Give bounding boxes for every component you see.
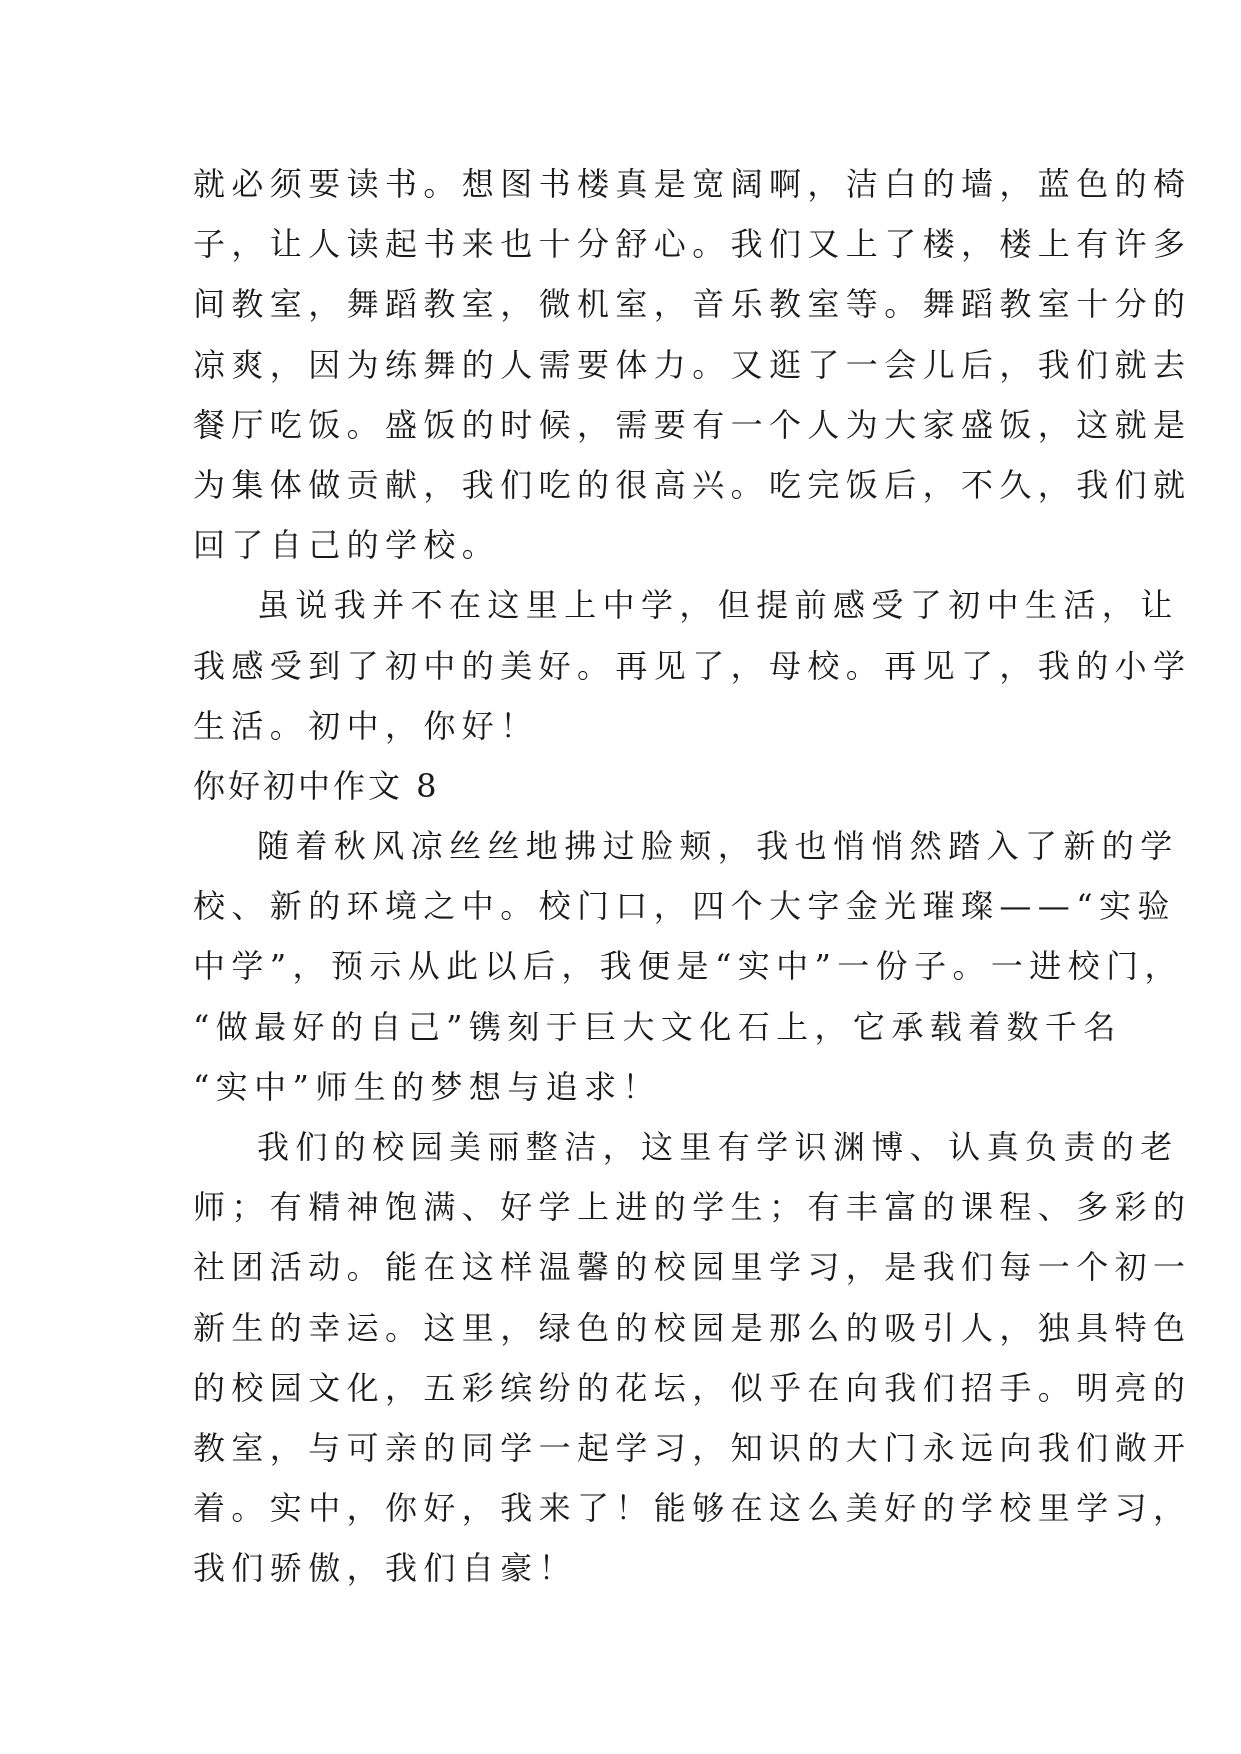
text-line: 社团活动。能在这样温馨的校园里学习，是我们每一个初一: [193, 1248, 1192, 1287]
text-line: 生活。初中，你好！: [193, 706, 539, 745]
text-line: 的校园文化，五彩缤纷的花坛，似乎在向我们招手。明亮的: [193, 1368, 1192, 1407]
text-line: 我感受到了初中的美好。再见了，母校。再见了，我的小学: [193, 646, 1192, 685]
text-line: 间教室，舞蹈教室，微机室，音乐教室等。舞蹈教室十分的: [193, 285, 1192, 324]
text-line: 凉爽，因为练舞的人需要体力。又逛了一会儿后，我们就去: [193, 345, 1192, 384]
text-line: 新生的幸运。这里，绿色的校园是那么的吸引人，独具特色: [193, 1308, 1192, 1347]
section-heading: 你好初中作文 8: [193, 766, 440, 805]
text-line: 为集体做贡献，我们吃的很高兴。吃完饭后，不久，我们就: [193, 465, 1192, 504]
text-line: 中学”，预示从此以后，我便是“实中”一份子。一进校门，: [193, 947, 1183, 986]
text-line: 就必须要读书。想图书楼真是宽阔啊，洁白的墙，蓝色的椅: [193, 165, 1192, 203]
text-line: “做最好的自己”镌刻于巨大文化石上，它承载着数千名: [193, 1007, 1122, 1046]
text-line: 师；有精神饱满、好学上进的学生；有丰富的课程、多彩的: [193, 1188, 1192, 1227]
text-line: 教室，与可亲的同学一起学习，知识的大门永远向我们敞开: [193, 1428, 1192, 1467]
text-line: 子，让人读起书来也十分舒心。我们又上了楼，楼上有许多: [193, 225, 1192, 264]
text-line: 校、新的环境之中。校门口，四个大字金光璀璨——“实验: [193, 887, 1176, 926]
text-line: 着。实中，你好，我来了！能够在这么美好的学校里学习，: [193, 1489, 1192, 1528]
paragraph-first-line: 我们的校园美丽整洁，这里有学识渊博、认真负责的老: [257, 1128, 1179, 1166]
text-line: 我们骄傲，我们自豪！: [193, 1549, 578, 1588]
text-line: 餐厅吃饭。盛饭的时候，需要有一个人为大家盛饭，这就是: [193, 405, 1192, 444]
paragraph-first-line: 虽说我并不在这里上中学，但提前感受了初中生活，让: [257, 586, 1179, 625]
text-line: “实中”师生的梦想与追求！: [193, 1067, 661, 1106]
paragraph-first-line: 随着秋风凉丝丝地拂过脸颊，我也悄悄然踏入了新的学: [257, 827, 1179, 866]
document-body: [193, 154, 1192, 1599]
text-line: 回了自己的学校。: [193, 526, 501, 565]
